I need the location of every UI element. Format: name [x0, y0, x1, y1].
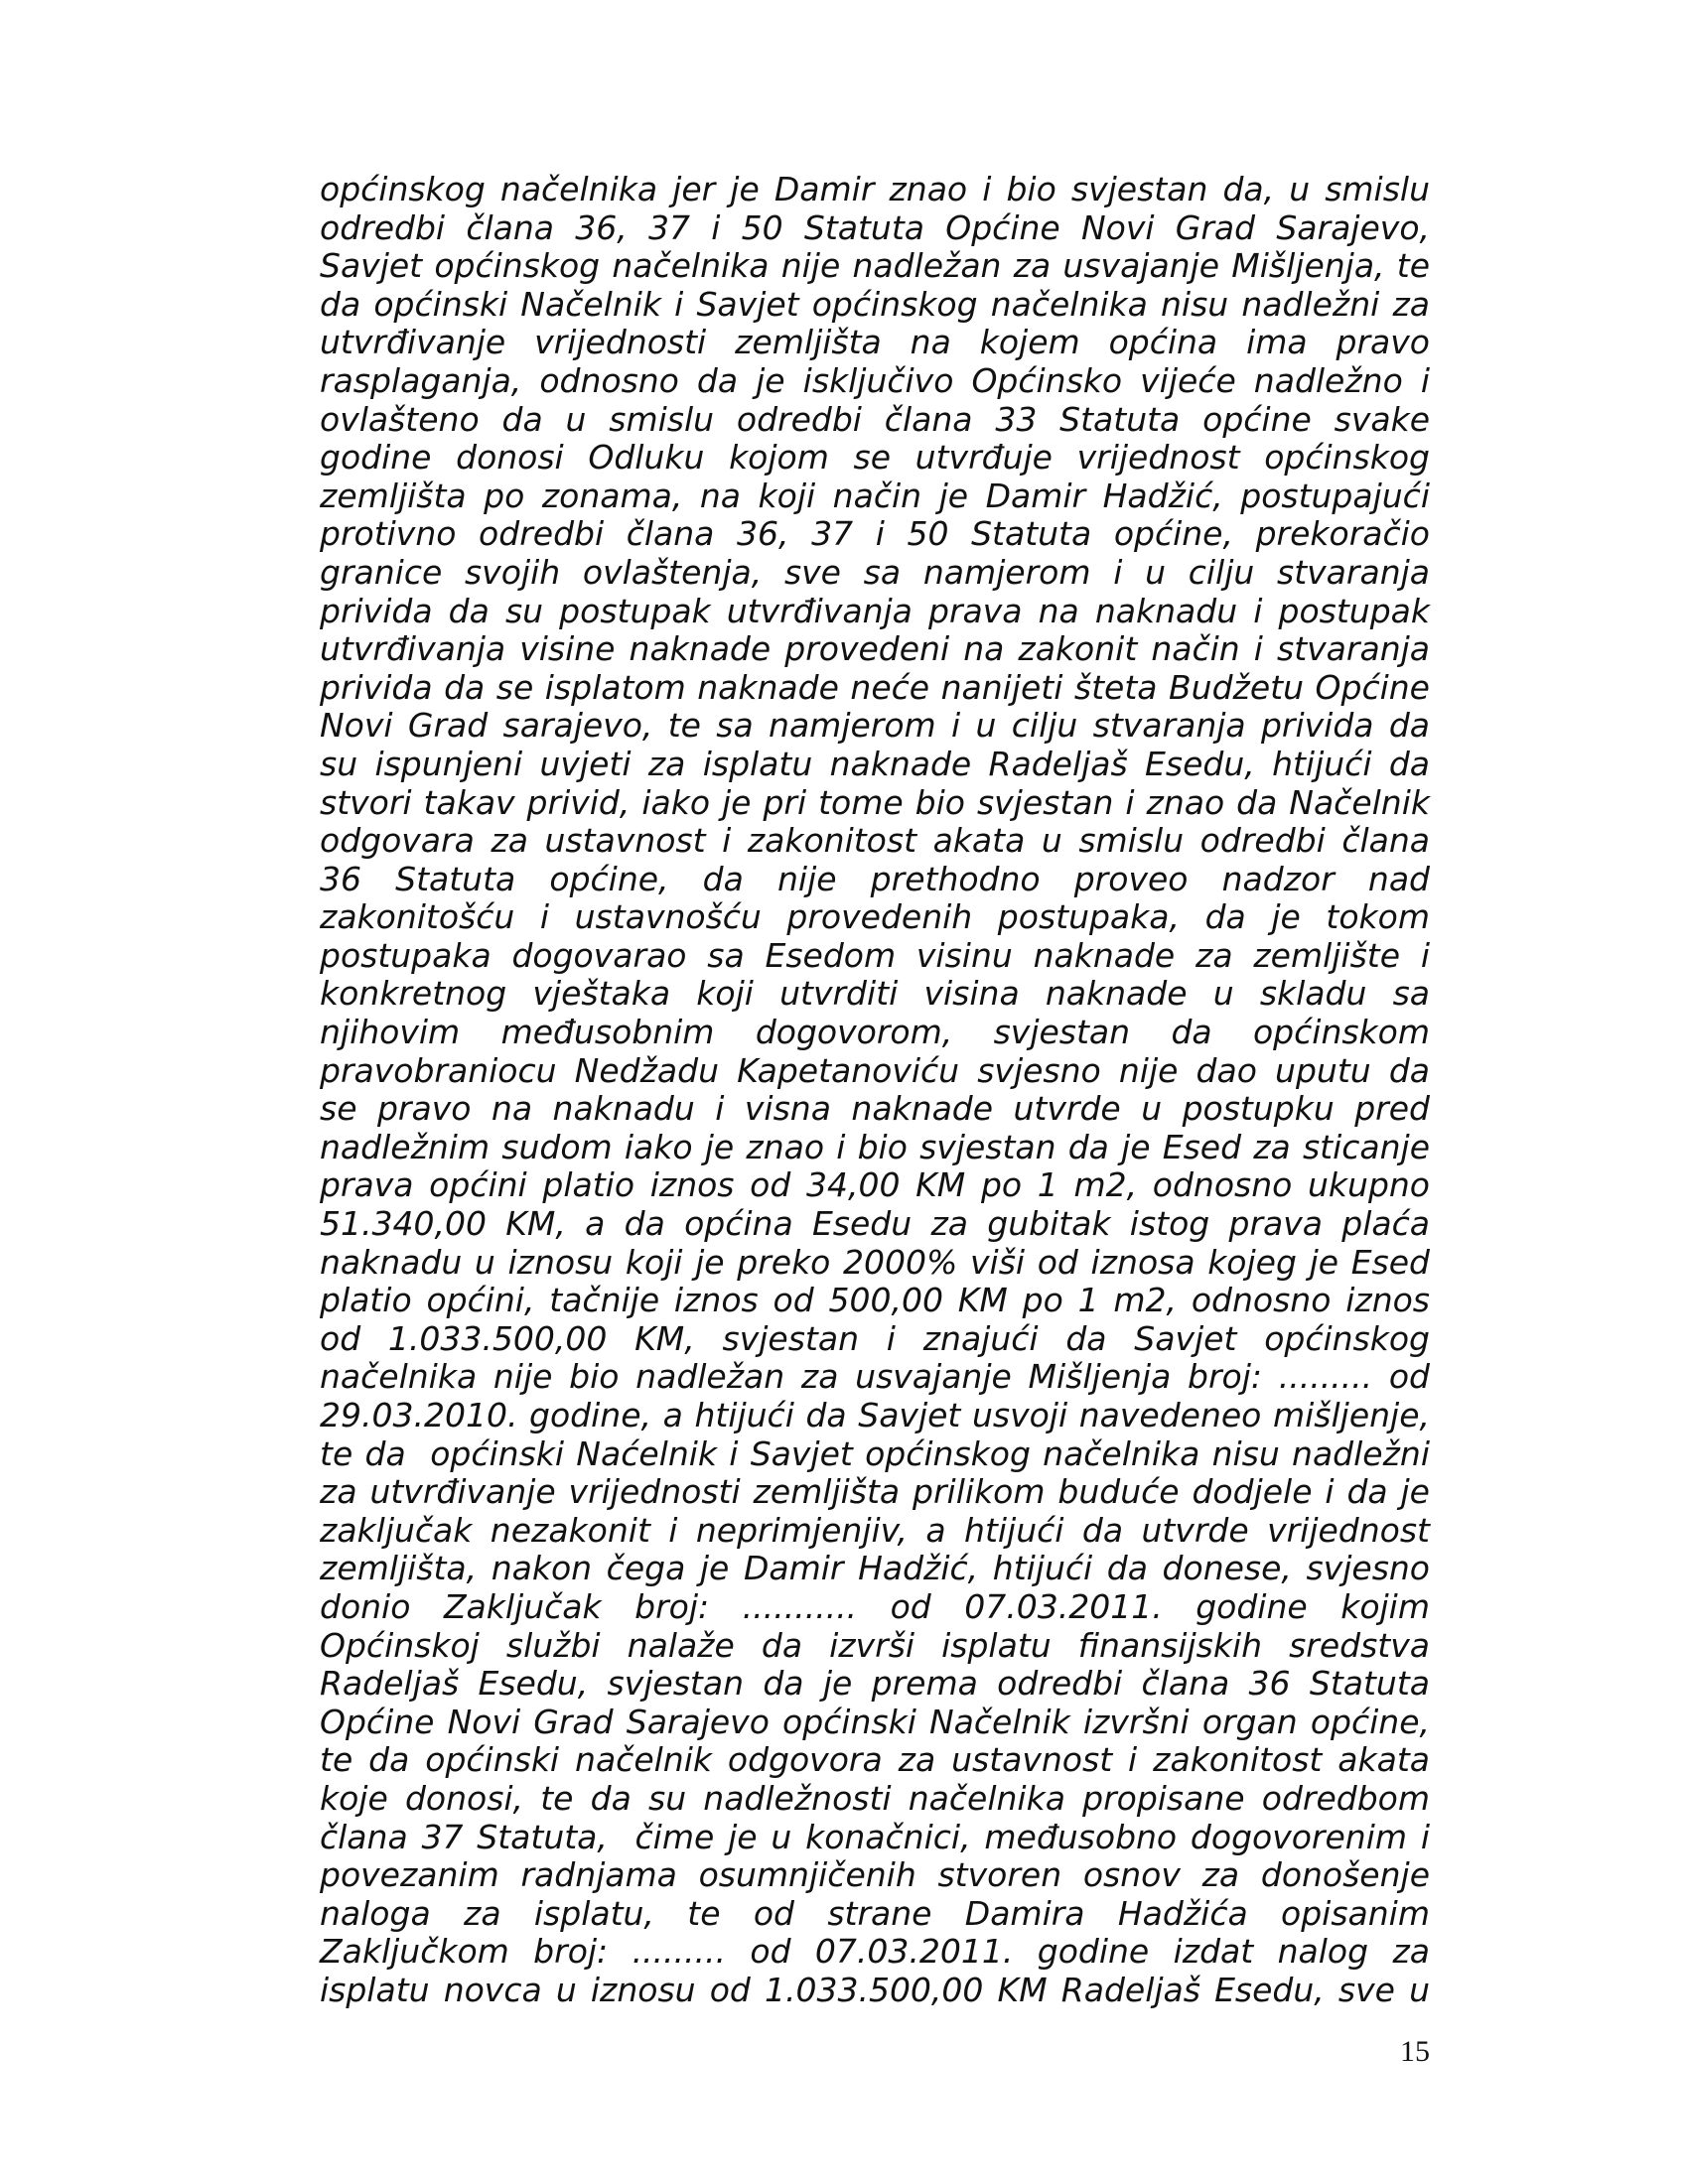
text-line: odgovara za ustavnost i zakonitost akata u smislu odredbi člana — [320, 821, 1430, 861]
text-line: njihovim međusobnim dogovorom, svjestan da općinskom — [320, 1013, 1430, 1052]
text-line: da općinski Načelnik i Savjet općinskog načelnika nisu nadležni za — [320, 284, 1430, 324]
text-line: te da općinski načelnik odgovora za ustavnost i zakonitost akata — [320, 1740, 1430, 1780]
text-line: stvori takav privid, iako je pri tome bio svjestan i znao da Načelnik — [320, 782, 1430, 822]
text-line: utvrđivanje vrijednosti zemljišta na kojem općina ima pravo — [320, 323, 1430, 362]
text-line: naloga za isplatu, te od strane Damira Hadžića opisanim — [320, 1893, 1430, 1933]
text-line: člana 37 Statuta, čime je u konačnici, međusobno dogovorenim i — [320, 1817, 1430, 1856]
text-line: Novi Grad sarajevo, te sa namjerom i u cilju stvaranja privida da — [320, 706, 1430, 746]
text-line: zakonitošću i ustavnošću provedenih postupaka, da je tokom — [320, 897, 1430, 937]
text-line: protivno odredbi člana 36, 37 i 50 Statuta općine, prekoračio — [320, 514, 1430, 554]
text-line: pravobraniocu Nedžadu Kapetanoviću svjesno nije dao uputu da — [320, 1050, 1430, 1090]
text-line: općinskog načelnika jer je Damir znao i bio svjestan da, u smislu — [320, 170, 1430, 208]
text-line: povezanim radnjama osumnjičenih stvoren osnov za donošenje — [320, 1855, 1430, 1895]
page-number: 15 — [1400, 2035, 1430, 2068]
text-line: rasplaganja, odnosno da je isključivo Općinsko vijeće nadležno i — [320, 360, 1430, 400]
text-line: 29.03.2010. godine, a htijući da Savjet usvoji navedeneo mišljenje, — [320, 1396, 1430, 1434]
text-line: platio općini, tačnije iznos od 500,00 KM po 1 m2, odnosno iznos — [320, 1281, 1430, 1320]
text-line: donio Zaključak broj: ........... od 07.03.2011. godine kojim — [320, 1586, 1430, 1626]
text-line: Radeljaš Esedu, svjestan da je prema odredbi člana 36 Statuta — [320, 1664, 1430, 1704]
text-line: od 1.033.500,00 KM, svjestan i znajući da Savjet općinskog — [320, 1318, 1430, 1358]
text-line: nadležnim sudom iako je znao i bio svjestan da je Esed za sticanje — [320, 1127, 1430, 1166]
text-line: zemljišta, nakon čega je Damir Hadžić, htijući da donese, svjesno — [320, 1549, 1430, 1588]
text-line: prava općini platio iznos od 34,00 KM po 1 m2, odnosno ukupno — [320, 1165, 1430, 1205]
text-line: su ispunjeni uvjeti za isplatu naknade Radeljaš Esedu, htijući da — [320, 744, 1430, 783]
text-line: odredbi člana 36, 37 i 50 Statuta Općine Novi Grad Sarajevo, — [320, 207, 1430, 247]
text-line: privida da su postupak utvrđivanja prava na naknadu i postupak — [320, 591, 1430, 630]
text-line: te da općinski Naćelnik i Savjet općinskog načelnika nisu nadležni — [320, 1433, 1430, 1473]
text-line: 36 Statuta općine, da nije prethodno proveo nadzor nad — [320, 859, 1430, 898]
text-line: Savjet općinskog načelnika nije nadležan za usvajanje Mišljenja, te — [320, 246, 1430, 286]
text-line: zaključak nezakonit i neprimjenjiv, a htijući da utvrde vrijednost — [320, 1510, 1430, 1550]
body-paragraph — [320, 171, 1430, 2010]
text-line: za utvrđivanje vrijednosti zemljišta prilikom buduće dodjele i da je — [320, 1472, 1430, 1512]
text-line: 51.340,00 KM, a da općina Esedu za gubitak istog prava plaća — [320, 1204, 1430, 1244]
text-line: postupaka dogovarao sa Esedom visinu naknade za zemljište i — [320, 935, 1430, 975]
text-line: utvrđivanja visine naknade provedeni na zakonit način i stvaranja — [320, 629, 1430, 669]
text-line: ovlašteno da u smislu odredbi člana 33 Statuta općine svake — [320, 399, 1430, 439]
text-line: koje donosi, te da su nadležnosti načelnika propisane odredbom — [320, 1778, 1430, 1818]
text-line: isplatu novca u iznosu od 1.033.500,00 KM Radeljaš Esedu, sve u — [320, 1970, 1430, 2009]
text-line: Zaključkom broj: ......... od 07.03.2011. godine izdat nalog za — [320, 1932, 1430, 1972]
text-line: godine donosi Odluku kojom se utvrđuje vrijednost općinskog — [320, 438, 1430, 478]
text-line: Općine Novi Grad Sarajevo općinski Načelnik izvršni organ općine, — [320, 1702, 1430, 1741]
text-line: granice svojih ovlaštenja, sve sa namjerom i u cilju stvaranja — [320, 552, 1430, 592]
text-line: načelnika nije bio nadležan za usvajanje Mišljenja broj: ......... od — [320, 1357, 1430, 1397]
text-line: konkretnog vještaka koji utvrditi visina naknade u skladu sa — [320, 974, 1430, 1014]
text-line: Općinskoj službi nalaže da izvrši isplatu finansijskih sredstva — [320, 1625, 1430, 1665]
text-line: se pravo na naknadu i visna naknade utvrde u postupku pred — [320, 1089, 1430, 1129]
text-line: zemljišta po zonama, na koji način je Damir Hadžić, postupajući — [320, 476, 1430, 515]
text-line: privida da se isplatom naknade neće nanijeti šteta Budžetu Općine — [320, 667, 1430, 707]
text-line: naknadu u iznosu koji je preko 2000% viši od iznosa kojeg je Esed — [320, 1242, 1430, 1282]
